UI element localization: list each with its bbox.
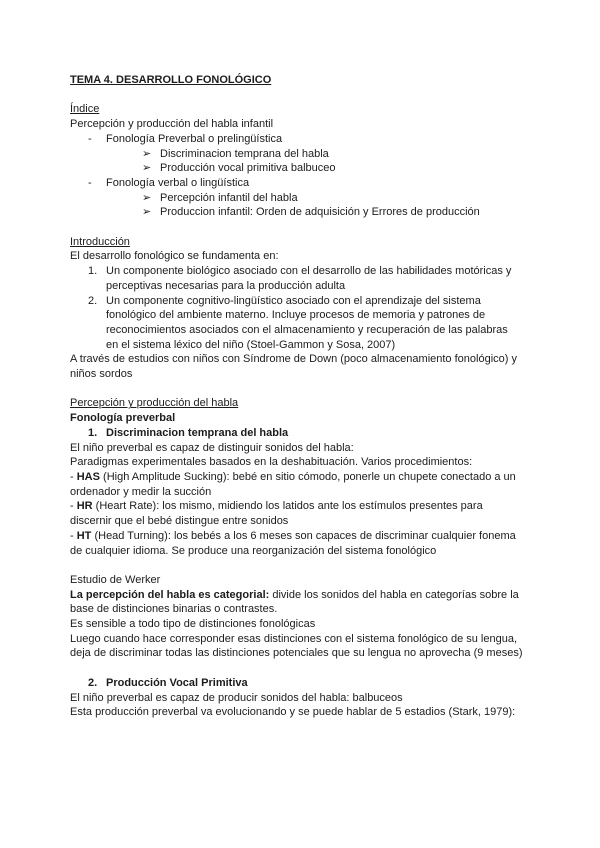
doc-line	[70, 367, 545, 382]
doc-line	[70, 338, 545, 353]
doc-line	[70, 455, 545, 470]
doc-line	[70, 691, 545, 706]
doc-line	[70, 264, 545, 279]
doc-line	[70, 352, 545, 367]
list-marker: -	[88, 132, 92, 145]
doc-line	[70, 323, 545, 338]
text-segment: Discriminacion temprana del habla	[106, 426, 289, 439]
text-segment: Es sensible a todo tipo de distinciones fonológicas	[70, 618, 316, 631]
doc-line	[70, 161, 545, 176]
text-segment: de cualquier idioma. Se produce una reorganización del sistema fonológico	[70, 544, 437, 557]
text-segment: -	[70, 500, 77, 513]
text-segment: Introducción	[70, 235, 130, 248]
doc-line	[70, 205, 545, 220]
text-segment: Percepción y producción del habla infantil	[70, 118, 274, 131]
list-marker: -	[88, 176, 92, 189]
text-segment: perceptivas necesarias para la producción adulta	[106, 279, 346, 292]
text-segment: La percepción del habla es categorial:	[70, 588, 270, 601]
list-marker: ➢	[142, 206, 152, 219]
doc-line	[70, 235, 545, 250]
text-segment: Produccion infantil: Orden de adquisición y Errores de producción	[160, 206, 480, 219]
doc-line	[70, 426, 545, 441]
blank-line	[70, 382, 545, 397]
text-segment: (Head Turning): los bebés a los 6 meses son capaces de discriminar cualquier fonema	[91, 529, 516, 542]
document-content	[70, 73, 545, 720]
doc-line	[70, 514, 545, 529]
doc-line	[70, 279, 545, 294]
text-segment: Producción vocal primitiva balbuceo	[160, 162, 336, 175]
text-segment: base de distinciones binarias o contrastes.	[70, 603, 278, 616]
list-marker: ➢	[142, 147, 152, 160]
text-segment: Discriminacion temprana del habla	[160, 147, 329, 160]
doc-line	[70, 499, 545, 514]
doc-line	[70, 632, 545, 647]
text-segment: El niño preverbal es capaz de distinguir sonidos del habla:	[70, 441, 354, 454]
list-marker: 1.	[88, 265, 98, 278]
list-marker: 1.	[88, 426, 98, 439]
text-segment: HR	[76, 500, 93, 513]
doc-line	[70, 102, 545, 117]
doc-line	[70, 441, 545, 456]
list-marker: ➢	[142, 162, 152, 175]
text-segment: -	[70, 529, 77, 542]
text-segment: Fonología Preverbal o prelingüística	[106, 132, 283, 145]
text-segment: niños sordos	[70, 368, 133, 381]
text-segment: Fonología preverbal	[70, 412, 176, 425]
doc-line	[70, 249, 545, 264]
doc-line	[70, 470, 545, 485]
text-segment: (Heart Rate): los mismo, midiendo los latidos ante los estímulos presentes para	[92, 500, 483, 513]
text-segment: Fonología verbal o lingüística	[106, 176, 250, 189]
blank-line	[70, 220, 545, 235]
text-segment: Percepción infantil del habla	[160, 191, 298, 204]
text-segment: A través de estudios con niños con Síndrome de Down (poco almacenamiento fonológico) y	[70, 353, 517, 366]
doc-line	[70, 676, 545, 691]
text-segment: Paradigmas experimentales basados en la deshabituación. Varios procedimientos:	[70, 456, 473, 469]
text-segment: fonológico del ambiente materno. Incluye procesos de memoria y patrones de	[106, 309, 486, 322]
doc-line	[70, 588, 545, 603]
doc-line	[70, 294, 545, 309]
list-marker: ➢	[142, 191, 152, 204]
text-segment: en el sistema léxico del niño (Stoel-Gammon y Sosa, 2007)	[106, 338, 396, 351]
text-segment: (High Amplitude Sucking): bebé en sitio cómodo, ponerle un chupete conectado a un	[99, 470, 516, 483]
text-segment: discernir que el bebé distingue entre sonidos	[70, 515, 289, 528]
doc-line	[70, 602, 545, 617]
text-segment: divide los sonidos del habla en categorías sobre la	[269, 588, 519, 601]
doc-line	[70, 646, 545, 661]
text-segment: Luego cuando hace corresponder esas distinciones con el sistema fonológico de su lengua,	[70, 632, 518, 645]
doc-line	[70, 411, 545, 426]
doc-line	[70, 176, 545, 191]
text-segment: -	[70, 470, 77, 483]
blank-line	[70, 661, 545, 676]
text-segment: ordenador y medir la succión	[70, 485, 212, 498]
text-segment: Percepción y producción del habla	[70, 397, 239, 410]
doc-line	[70, 396, 545, 411]
doc-line	[70, 117, 545, 132]
text-segment: Un componente biológico asociado con el desarrollo de las habilidades motóricas y	[106, 265, 512, 278]
text-segment: HAS	[76, 470, 100, 483]
doc-line	[70, 308, 545, 323]
doc-line	[70, 132, 545, 147]
text-segment: Esta producción preverbal va evolucionando y se puede hablar de 5 estadios (Stark, 1979):	[70, 706, 516, 719]
text-segment: Estudio de Werker	[70, 573, 161, 586]
list-marker: 2.	[88, 676, 98, 689]
doc-line	[70, 544, 545, 559]
text-segment: Índice	[70, 103, 100, 116]
text-segment: reconocimientos asociados con el almacenamiento y recuperación de las palabras	[106, 323, 508, 336]
blank-line	[70, 558, 545, 573]
doc-line	[70, 617, 545, 632]
text-segment: El niño preverbal es capaz de producir sonidos del habla: balbuceos	[70, 691, 403, 704]
text-segment: HT	[76, 529, 92, 542]
doc-line	[70, 529, 545, 544]
doc-line	[70, 705, 545, 720]
text-segment: deja de discriminar todas las distinciones potenciales que su lengua no aprovecha (9 meses)	[70, 647, 523, 660]
text-segment: Un componente cognitivo-lingüístico asociado con el aprendizaje del sistema	[106, 294, 481, 307]
doc-line	[70, 573, 545, 588]
text-segment: El desarrollo fonológico se fundamenta en:	[70, 250, 279, 263]
doc-line	[70, 73, 545, 88]
blank-line	[70, 88, 545, 103]
text-segment: Producción Vocal Primitiva	[106, 676, 248, 689]
text-segment: TEMA 4. DESARROLLO FONOLÓGICO	[70, 74, 272, 86]
list-marker: 2.	[88, 294, 98, 307]
doc-line	[70, 191, 545, 206]
doc-line	[70, 485, 545, 500]
doc-line	[70, 147, 545, 162]
